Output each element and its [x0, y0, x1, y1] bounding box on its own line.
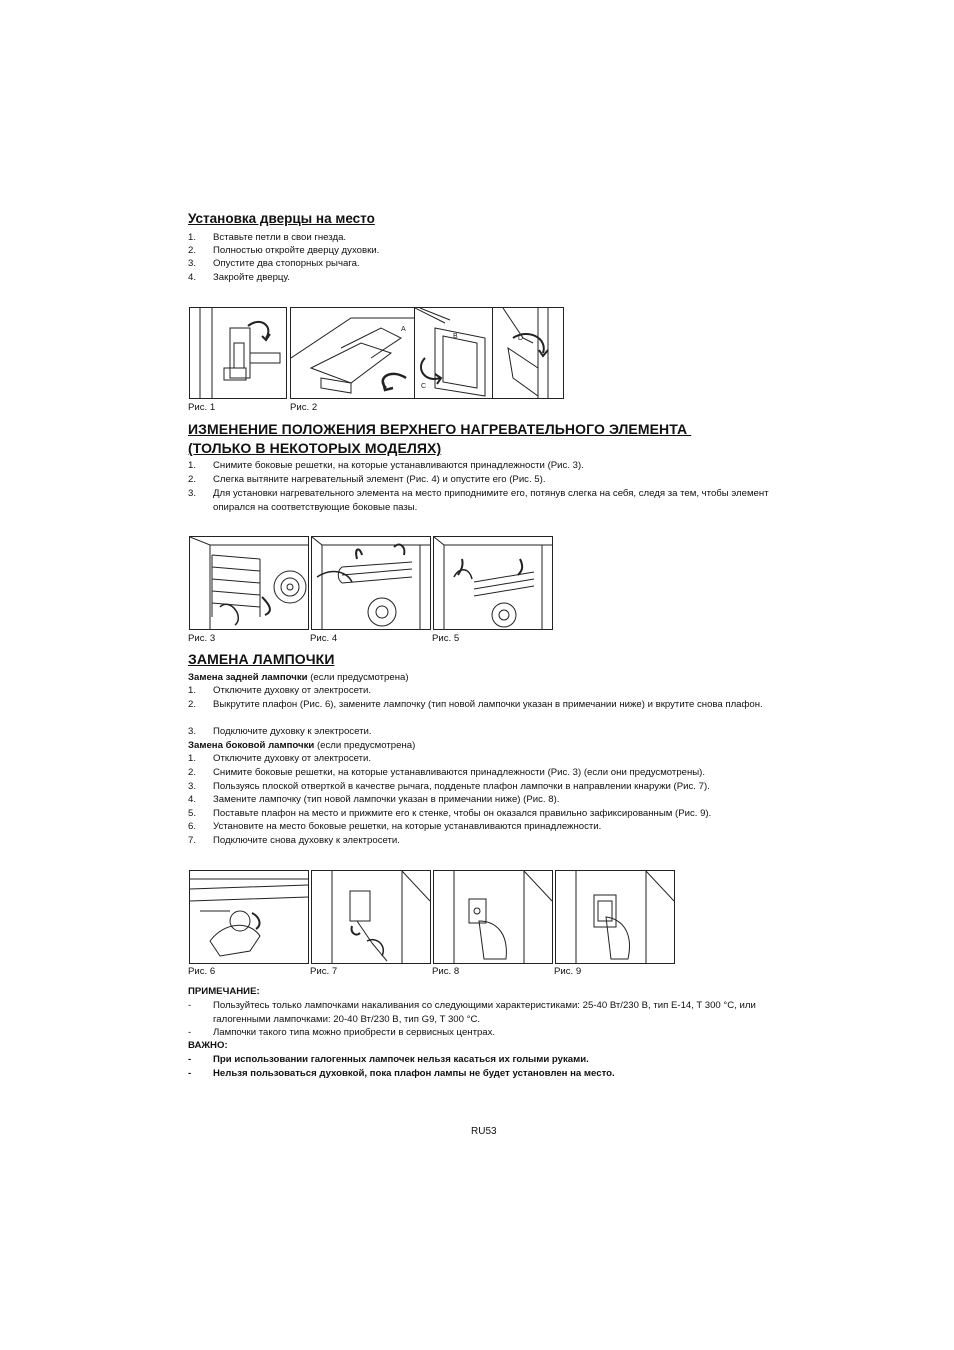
figure-caption: Рис. 6 — [188, 966, 216, 977]
figure-7-pry-cover — [311, 870, 431, 964]
section-door-title: Установка дверцы на место — [188, 211, 375, 226]
figure-caption: Рис. 5 — [432, 633, 460, 644]
figure-caption: Рис. 9 — [554, 966, 582, 977]
figure-letter-d: D — [518, 335, 524, 342]
figure-caption: Рис. 2 — [290, 402, 318, 413]
figure-8-replace-bulb — [433, 870, 553, 964]
figure-caption: Рис. 4 — [310, 633, 338, 644]
figure-caption: Рис. 7 — [310, 966, 338, 977]
figure-6-rear-lamp — [189, 870, 309, 964]
figure-2-door-open — [414, 307, 493, 399]
side-lamp-subheading: Замена боковой лампочки (если предусмотрена) — [188, 740, 416, 751]
important-heading: ВАЖНО: — [188, 1040, 228, 1051]
section-heating-element-title: ИЗМЕНЕНИЕ ПОЛОЖЕНИЯ ВЕРХНЕГО НАГРЕВАТЕЛЬНОГО ЭЛЕМЕНТА — [188, 421, 692, 437]
figure-caption: Рис. 8 — [432, 966, 460, 977]
page-number: RU53 — [471, 1126, 497, 1137]
figure-letter-b: B — [453, 333, 458, 340]
note-heading: ПРИМЕЧАНИЕ: — [188, 986, 260, 997]
manual-page: Установка дверцы на место 1. Вставьте петли в свои гнезда. 2. Полностью откройте дверцу духовки. 3. Опустите два стопорных рычага. 4. Закройте дверцу. A B C D Рис. 1 Рис. 2 ИЗМЕНЕНИЕ ПОЛОЖЕНИЯ ВЕРХНЕГО НАГРЕВАТЕЛЬНОГО ЭЛЕМЕНТА (ТОЛЬКО В НЕКОТОРЫХ МОДЕЛЯХ) 1. Снимите боковые решетки, на которые устанавливаются принадлежности (Рис. 3). 2. Слегка вытяните нагревательный элемент (Рис. 4) и опустите его (Рис. 5). 3. Для установки нагревательного элемента на место приподнимите его, потянув слегка на себя, следя за тем, чтобы элемент опирался на соответствующие боковые пазы. Рис. 3 Рис. 4 Рис. 5 ЗАМЕНА ЛАМПОЧКИ Замена задней лампочки (если предусмотрена) 1. Отключите духовку от электросети. 2. Выкрутите плафон (Рис. 6), замените лампочку (тип новой лампочки указан в примечании ниже) и вкрутите снова плафон. 3. Подключите духовку к электросети. Замена боковой лампочки (если предусмотрена) 1. Отключите духовку от электросети. 2. Снимите боковые решетки, на которые устанавливаются принадлежности (Рис. 3) (если они предусмотрены). 3. Пользуясь плоской отверткой в качестве рычага, подденьте плафон лампочки в направлении кнаружи (Рис. 7). 4. Замените лампочку (тип новой лампочки указан в примечании ниже) (Рис. 8). 5. Поставьте плафон на место и прижмите его к стенке, чтобы он оказался правильно зафиксированным (Рис. 9). 6. Установите на место боковые решетки, на которые устанавливаются принадлежности. 7. Подключите снова духовку к электросети. Рис. 6 Рис. 7 Рис. 8 Рис. 9 ПРИМЕЧАНИЕ: - Пользуйтесь только лампочками накаливания со следующими характеристиками: 25-40 Вт/230 В, тип E-14, T 300 °C, или галогенными лампочками: 20-40 Вт/230 В, тип G9, T 300 °C. - Лампочки такого типа можно приобрести в сервисных центрах. ВАЖНО: - При использовании галогенных лампочек нельзя касаться их голыми руками. - Нельзя пользоваться духовкой, пока плафон лампы не будет установлен на место. RU53 — [188, 211, 769, 1137]
figure-5-lower-element — [433, 536, 553, 630]
figure-2-door-close — [492, 307, 564, 399]
figure-9-press-cover — [555, 870, 675, 964]
section-heating-element-subtitle: (ТОЛЬКО В НЕКОТОРЫХ МОДЕЛЯХ) — [188, 440, 442, 456]
figure-letter-a: A — [401, 326, 406, 333]
figure-caption: Рис. 1 — [188, 402, 216, 413]
figure-2-door-lever — [290, 307, 415, 399]
section-lamp-title: ЗАМЕНА ЛАМПОЧКИ — [188, 651, 335, 667]
rear-lamp-subheading: Замена задней лампочки (если предусмотрена) — [188, 672, 409, 683]
figure-4-pull-element — [311, 536, 431, 630]
figure-1-hinge — [189, 307, 287, 399]
figure-3-side-racks — [189, 536, 309, 630]
figure-caption: Рис. 3 — [188, 633, 216, 644]
figure-letter-c: C — [421, 383, 427, 390]
